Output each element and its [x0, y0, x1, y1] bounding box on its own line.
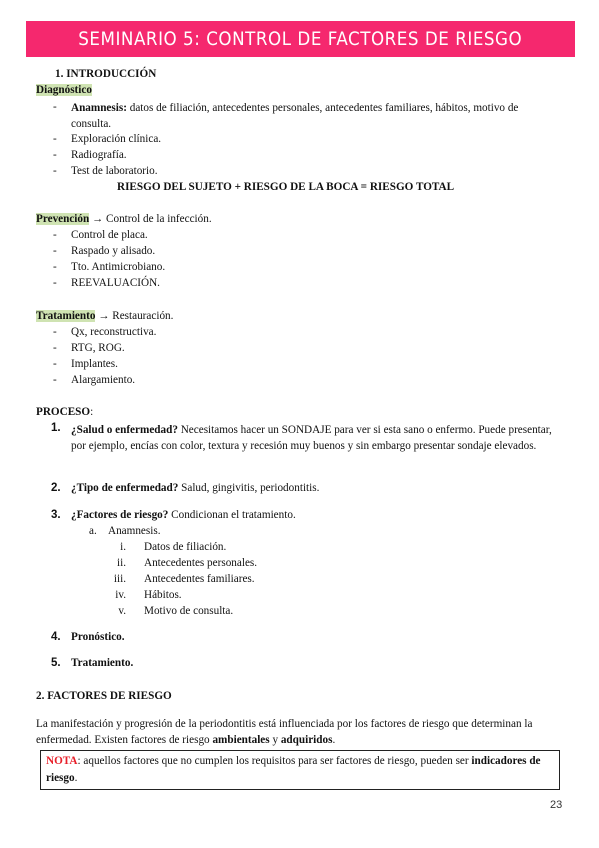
roman-numeral: iii.	[113, 573, 126, 585]
roman-item: Antecedentes familiares.	[144, 573, 255, 585]
bullet-dash: -	[53, 229, 57, 241]
bullet-dash: -	[53, 245, 57, 257]
prevencion-line: Prevención → Control de la infección.	[36, 213, 212, 225]
sub-label: Anamnesis.	[108, 525, 161, 537]
bullet-dash: -	[53, 101, 57, 113]
roman-numeral: v.	[118, 605, 126, 617]
sub-letter: a.	[89, 525, 97, 537]
bullet-dash: -	[53, 149, 57, 161]
list-item: Qx, reconstructiva.	[71, 326, 157, 338]
list-item: Radiografía.	[71, 149, 127, 161]
bullet-dash: -	[53, 374, 57, 386]
process-step: ¿Factores de riesgo? Condicionan el tratamiento.	[71, 509, 296, 521]
proceso-heading: PROCESO:	[36, 406, 94, 418]
step-number: 4.	[51, 631, 61, 643]
bullet-dash: -	[53, 342, 57, 354]
roman-item: Hábitos.	[144, 589, 182, 601]
title-banner	[26, 21, 575, 57]
roman-numeral: i.	[120, 541, 126, 553]
diagnostico-label: Diagnóstico	[36, 84, 92, 96]
list-item: REEVALUACIÓN.	[71, 277, 160, 289]
list-item: Alargamiento.	[71, 374, 136, 386]
section2-paragraph: La manifestación y progresión de la periodontitis está influenciada por los factores de riesgo que determinan la enfermedad. Existen factores de riesgo ambientales y adquiridos.	[36, 718, 533, 746]
roman-numeral: ii.	[116, 557, 126, 569]
step-number: 2.	[51, 482, 61, 494]
process-step: ¿Tipo de enfermedad? Salud, gingivitis, periodontitis.	[71, 482, 320, 494]
process-step: Pronóstico.	[71, 631, 125, 643]
section2-heading: 2. FACTORES DE RIESGO	[36, 690, 172, 702]
process-step: ¿Salud o enfermedad? Necesitamos hacer un SONDAJE para ver si esta sano o enfermo. Puede presentar, por ejemplo, encías con color, textura y recesión muy buenos y sin embargo presentar sondaje elevados.	[71, 424, 552, 452]
bullet-dash: -	[53, 261, 57, 273]
process-step: Tratamiento.	[71, 657, 134, 669]
step-number: 3.	[51, 509, 61, 521]
bullet-dash: -	[53, 277, 57, 289]
list-item: Tto. Antimicrobiano.	[71, 261, 166, 273]
list-item: Exploración clínica.	[71, 133, 162, 145]
bullet-dash: -	[53, 133, 57, 145]
step-number: 1.	[51, 422, 61, 434]
list-item: Raspado y alisado.	[71, 245, 156, 257]
intro-heading: 1. INTRODUCCIÓN	[55, 68, 157, 80]
note-box: NOTA: aquellos factores que no cumplen los requisitos para ser factores de riesgo, pueden ser indicadores de riesgo.	[40, 750, 560, 790]
list-item: Anamnesis: datos de filiación, antecedentes personales, antecedentes familiares, hábitos, motivo de consulta.	[71, 102, 519, 130]
roman-numeral: iv.	[115, 589, 126, 601]
list-item: Control de placa.	[71, 229, 148, 241]
tratamiento-line: Tratamiento → Restauración.	[36, 310, 174, 322]
risk-formula: RIESGO DEL SUJETO + RIESGO DE LA BOCA = RIESGO TOTAL	[117, 181, 455, 193]
roman-item: Motivo de consulta.	[144, 605, 234, 617]
list-item: Implantes.	[71, 358, 118, 370]
roman-item: Datos de filiación.	[144, 541, 227, 553]
step-number: 5.	[51, 657, 61, 669]
roman-item: Antecedentes personales.	[144, 557, 258, 569]
bullet-dash: -	[53, 326, 57, 338]
list-item: Test de laboratorio.	[71, 165, 158, 177]
bullet-dash: -	[53, 358, 57, 370]
list-item: RTG, ROG.	[71, 342, 125, 354]
bullet-dash: -	[53, 165, 57, 177]
page-title: SEMINARIO 5: CONTROL DE FACTORES DE RIESGO	[78, 28, 523, 50]
page-number: 23	[550, 799, 563, 811]
